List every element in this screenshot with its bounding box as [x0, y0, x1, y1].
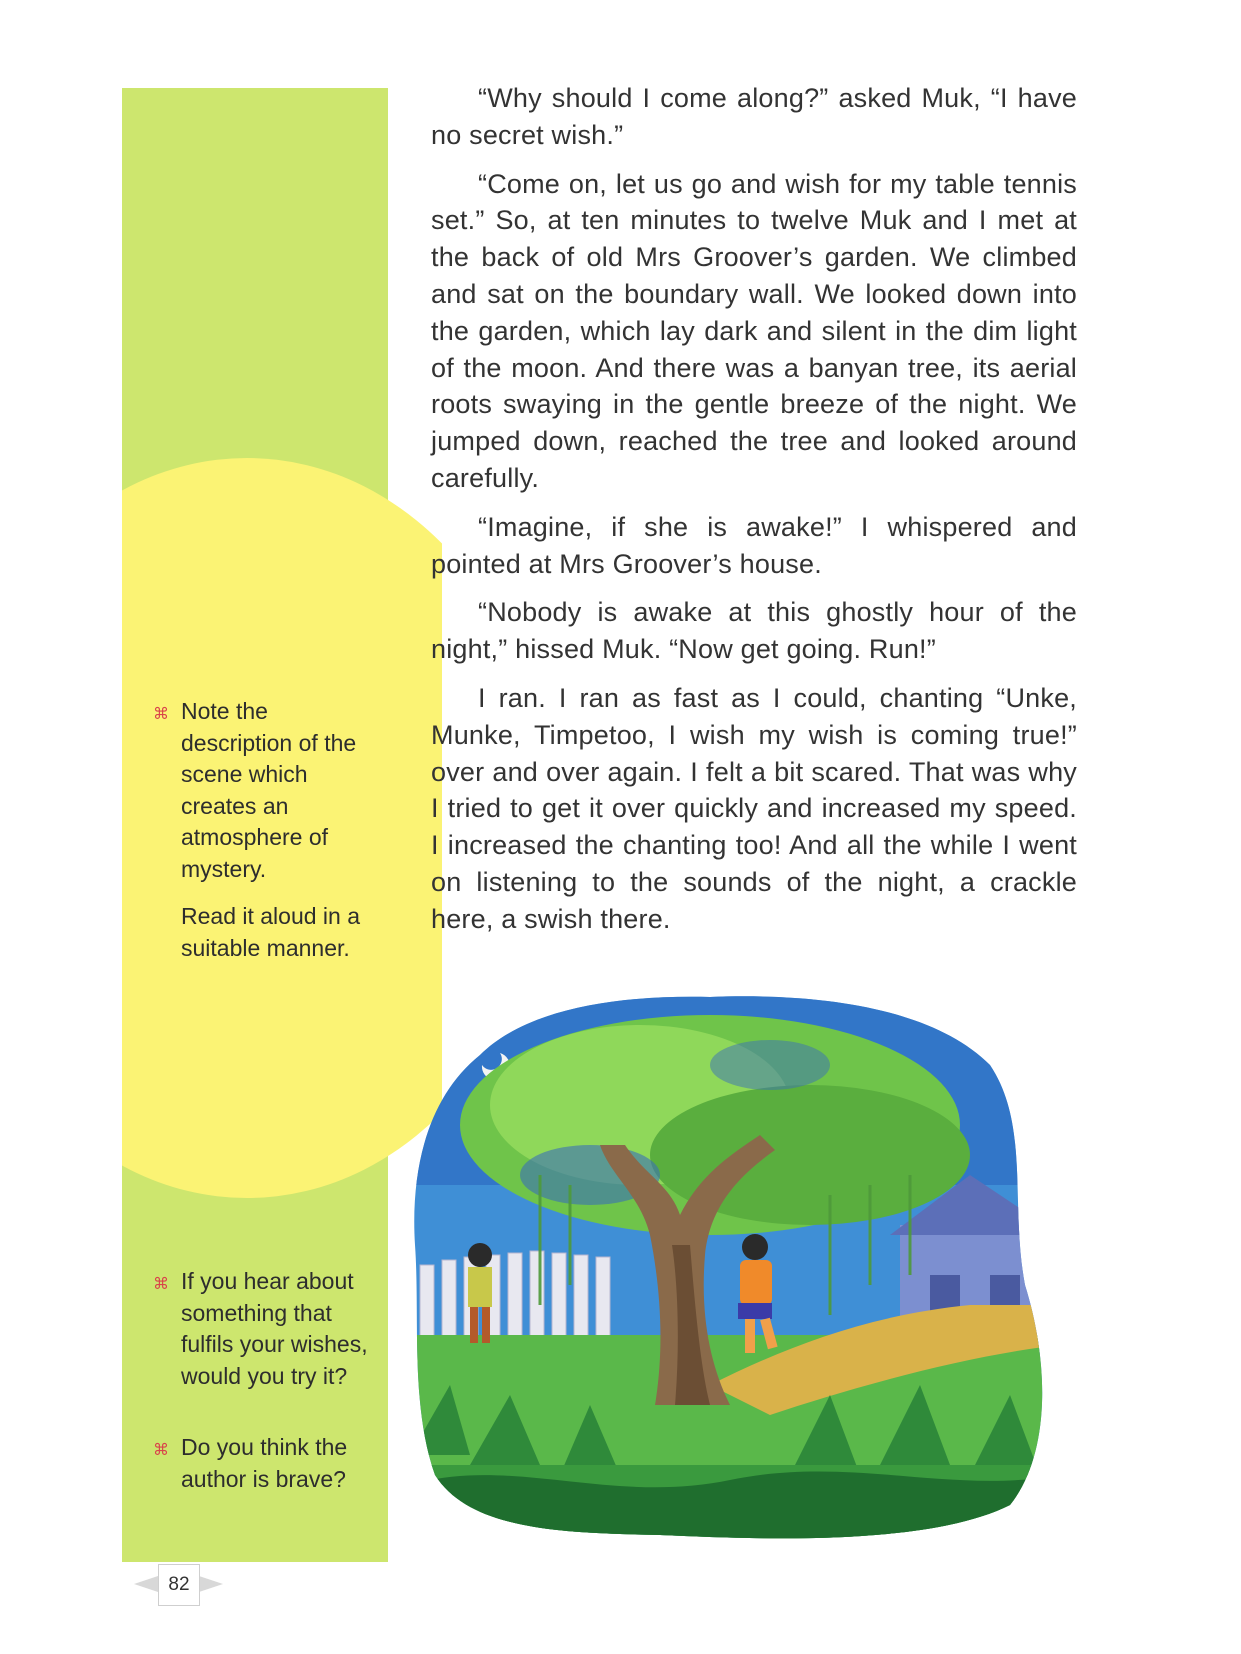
- story-paragraph: I ran. I ran as fast as I could, chanting “Unke, Munke, Timpetoo, I wish my wish is coming true!” over and over again. I felt a bit scared. That was why I tried to get it over quickly and increased my speed. I increased the chanting too! And all the while I went on listening to the sounds of the night, a crackle here, a swish there.: [431, 682, 1077, 934]
- looped-square-icon: ⌘: [153, 706, 169, 723]
- margin-note-text: Do you think the author is brave?: [181, 1434, 348, 1492]
- margin-note-text: Read it aloud in a suitable manner.: [181, 903, 361, 961]
- story-paragraph: “Imagine, if she is awake!” I whispered and pointed at Mrs Groover’s house.: [431, 511, 1077, 579]
- margin-note-scene: [153, 696, 383, 980]
- margin-note-brave: [153, 1432, 383, 1511]
- story-paragraph: “Why should I come along?” asked Muk, “I have no secret wish.”: [431, 83, 1077, 150]
- page-number: 82: [158, 1564, 200, 1606]
- margin-note-wishes: [153, 1266, 383, 1408]
- story-text: [431, 80, 1077, 950]
- page-number-decoration-right: [199, 1576, 223, 1592]
- margin-note-text: Note the description of the scene which creates an atmosphere of mystery.: [181, 698, 357, 882]
- page-number-decoration-left: [134, 1576, 158, 1592]
- story-paragraph: “Nobody is awake at this ghostly hour of the night,” hissed Muk. “Now get going. Run!”: [431, 597, 1077, 665]
- margin-note-text: If you hear about something that fulfils your wishes, would you try it?: [181, 1268, 368, 1389]
- story-paragraph: “Come on, let us go and wish for my table tennis set.” So, at ten minutes to twelve Muk and I met at the back of old Mrs Groover’s garden. We climbed and sat on the boundary wall. We looked down into the garden, which lay dark and silent in the dim light of the moon. And there was a banyan tree, its aerial roots swaying in the gentle breeze of the night. We jumped down, reached the tree and looked around carefully.: [431, 168, 1077, 493]
- banyan-tree-illustration: [410, 985, 1060, 1545]
- looped-square-icon: ⌘: [153, 1276, 169, 1293]
- looped-square-icon: ⌘: [153, 1442, 169, 1459]
